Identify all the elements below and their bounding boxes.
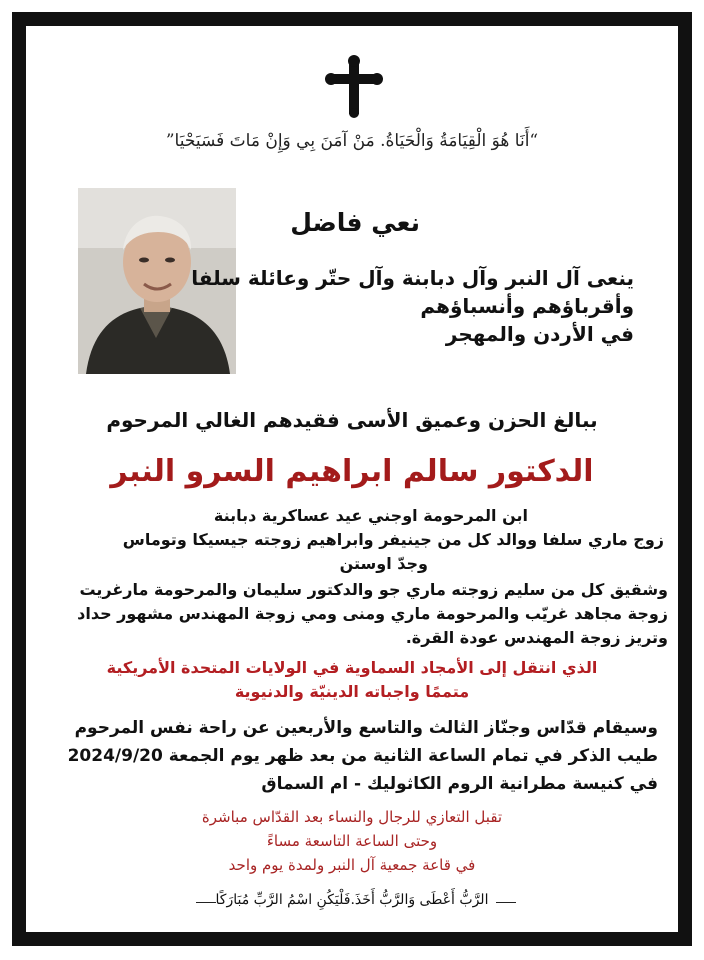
service-line-1: وسيقام قدّاس وجنّاز الثالث والتاسع والأربعين عن راحة نفس المرحوم (74, 718, 658, 738)
bio-line-3: وجدّ اوستن (339, 554, 428, 573)
scripture-verse: “أَنَا هُوَ الْقِيَامَةُ وَالْحَيَاةُ. مَنْ آمَنَ بِي وَإِنْ مَاتَ فَسَيَحْيَا” (165, 131, 539, 151)
deceased-name: الدكتور سالم ابراهيم السرو النبر (110, 454, 594, 489)
bio-line-6: وتريز زوجة المهندس عودة القرة. (405, 628, 668, 647)
bio-line-4: وشقيق كل من سليم زوجته ماري جو والدكتور سليمان والمرحومة مارغريت (79, 580, 668, 599)
passing-line-1: الذي انتقل إلى الأمجاد السماوية في الولايات المتحدة الأمريكية (106, 658, 598, 677)
footer-verse: الرَّبُّ أَعْطَى وَالرَّبُّ أَخَذَ.فَلْيَكُنِ اسْمُ الرَّبِّ مُبَارَكًا (215, 892, 489, 908)
condolence-line-3: في قاعة جمعية آل النبر ولمدة يوم واحد (228, 856, 476, 874)
condolence-line-2: وحتى الساعة التاسعة مساءً (266, 832, 438, 850)
bio-line-5: زوجة مجاهد غريّب والمرحومة ماري ومنى ومي زوجة المهندس مشهور حداد (77, 604, 668, 623)
families-line-3: في الأردن والمهجر (445, 322, 634, 346)
service-line-3: في كنيسة مطرانية الروم الكاثوليك - ام السماق (261, 774, 658, 794)
obituary-card (26, 26, 678, 932)
bio-line-2: زوج ماري سلفا ووالد كل من جينيفر وابراهيم زوجته جيسيكا وتوماس (122, 530, 664, 549)
page-frame (12, 12, 692, 946)
families-line-2: وأقرباؤهم وأنسباؤهم (420, 294, 634, 318)
grief-line: ببالغ الحزن وعميق الأسى فقيدهم الغالي المرحوم (106, 408, 598, 432)
families-line-1: ينعى آل النبر وآل دبابنة وآل حتّر وعائلة سلفا (191, 266, 634, 290)
condolence-line-1: تقبل التعازي للرجال والنساء بعد القدّاس مباشرة (201, 808, 503, 826)
service-line-2: طيب الذكر في تمام الساعة الثانية من بعد ظهر يوم الجمعة 2024/9/20 (67, 746, 658, 766)
passing-line-2: متممًا واجباته الدينيّة والدنيوية (234, 682, 470, 701)
cross-icon (324, 54, 384, 118)
bio-line-1: ابن المرحومة اوجني عيد عساكرية دبابنة (213, 506, 528, 525)
obituary-title: نعي فاضل (290, 208, 420, 237)
